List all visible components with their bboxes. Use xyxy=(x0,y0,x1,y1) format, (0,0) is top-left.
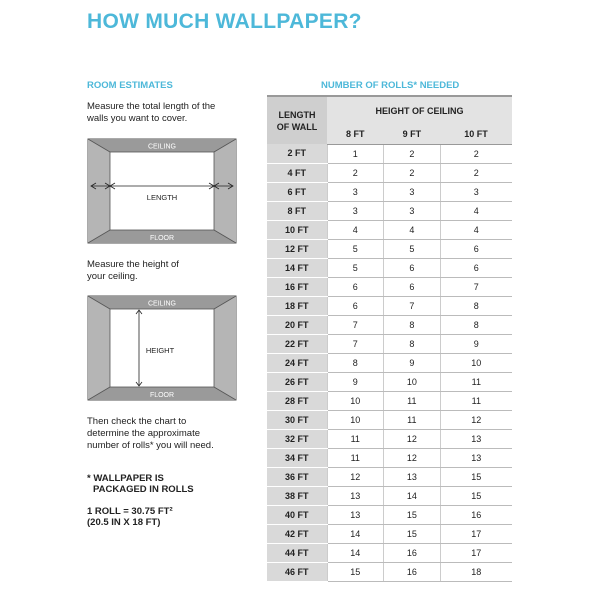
table-row xyxy=(267,562,512,581)
cell-8ft: 3 xyxy=(327,201,384,220)
cell-8ft: 7 xyxy=(327,334,384,353)
column-header-8ft: 8 FT xyxy=(327,124,384,144)
table-row xyxy=(267,505,512,524)
cell-10ft: 18 xyxy=(440,562,512,581)
cell-8ft: 13 xyxy=(327,505,384,524)
cell-10ft: 4 xyxy=(440,201,512,220)
cell-9ft: 14 xyxy=(384,486,441,505)
cell-9ft: 3 xyxy=(384,201,441,220)
cell-8ft: 10 xyxy=(327,410,384,429)
cell-9ft: 11 xyxy=(384,391,441,410)
cell-8ft: 13 xyxy=(327,486,384,505)
row-length: 18 FT xyxy=(267,296,327,315)
cell-10ft: 17 xyxy=(440,543,512,562)
ceiling-label-2: CEILING xyxy=(147,300,177,308)
table-row xyxy=(267,486,512,505)
column-header-9ft: 9 FT xyxy=(384,124,441,144)
cell-8ft: 9 xyxy=(327,372,384,391)
cell-8ft: 11 xyxy=(327,448,384,467)
cell-10ft: 4 xyxy=(440,220,512,239)
roll-size-note xyxy=(87,506,173,528)
table-row xyxy=(267,220,512,239)
cell-8ft: 11 xyxy=(327,429,384,448)
packaging-note xyxy=(87,473,194,495)
cell-10ft: 8 xyxy=(440,296,512,315)
cell-8ft: 2 xyxy=(327,163,384,182)
row-length: 12 FT xyxy=(267,239,327,258)
cell-9ft: 7 xyxy=(384,296,441,315)
cell-9ft: 11 xyxy=(384,410,441,429)
cell-9ft: 13 xyxy=(384,467,441,486)
cell-9ft: 10 xyxy=(384,372,441,391)
step1-text: Measure the total length of the walls you want to cover. xyxy=(87,101,216,124)
cell-8ft: 4 xyxy=(327,220,384,239)
cell-10ft: 6 xyxy=(440,258,512,277)
cell-8ft: 5 xyxy=(327,239,384,258)
table-row xyxy=(267,201,512,220)
row-length: 14 FT xyxy=(267,258,327,277)
cell-10ft: 9 xyxy=(440,334,512,353)
row-length: 6 FT xyxy=(267,182,327,201)
cell-8ft: 14 xyxy=(327,524,384,543)
cell-8ft: 12 xyxy=(327,467,384,486)
cell-10ft: 15 xyxy=(440,467,512,486)
cell-9ft: 15 xyxy=(384,505,441,524)
cell-10ft: 11 xyxy=(440,391,512,410)
cell-9ft: 8 xyxy=(384,315,441,334)
cell-9ft: 3 xyxy=(384,182,441,201)
length-header-line1: LENGTH xyxy=(278,109,316,120)
cell-9ft: 12 xyxy=(384,429,441,448)
height-label: HEIGHT xyxy=(145,346,175,355)
cell-10ft: 2 xyxy=(440,144,512,163)
row-length: 46 FT xyxy=(267,562,327,581)
table-row xyxy=(267,258,512,277)
cell-9ft: 16 xyxy=(384,543,441,562)
room-estimates-heading: ROOM ESTIMATES xyxy=(87,80,173,91)
table-row xyxy=(267,163,512,182)
cell-10ft: 15 xyxy=(440,486,512,505)
table-row xyxy=(267,448,512,467)
table-row xyxy=(267,239,512,258)
table-row xyxy=(267,410,512,429)
cell-9ft: 15 xyxy=(384,524,441,543)
cell-10ft: 2 xyxy=(440,163,512,182)
roll-size-line1: 1 ROLL = 30.75 FT² xyxy=(87,506,173,517)
table-row xyxy=(267,277,512,296)
cell-8ft: 8 xyxy=(327,353,384,372)
row-length: 30 FT xyxy=(267,410,327,429)
table-row xyxy=(267,296,512,315)
row-length: 2 FT xyxy=(267,144,327,163)
length-header-line2: OF WALL xyxy=(276,121,318,132)
cell-9ft: 9 xyxy=(384,353,441,372)
cell-10ft: 3 xyxy=(440,182,512,201)
table-row xyxy=(267,315,512,334)
column-header-10ft: 10 FT xyxy=(440,124,512,144)
cell-9ft: 2 xyxy=(384,144,441,163)
row-length: 8 FT xyxy=(267,201,327,220)
cell-8ft: 3 xyxy=(327,182,384,201)
table-row xyxy=(267,182,512,201)
cell-8ft: 5 xyxy=(327,258,384,277)
row-length: 10 FT xyxy=(267,220,327,239)
cell-10ft: 13 xyxy=(440,448,512,467)
height-diagram xyxy=(87,295,237,401)
cell-9ft: 16 xyxy=(384,562,441,581)
cell-8ft: 15 xyxy=(327,562,384,581)
cell-10ft: 13 xyxy=(440,429,512,448)
row-length: 34 FT xyxy=(267,448,327,467)
row-length: 26 FT xyxy=(267,372,327,391)
row-length: 38 FT xyxy=(267,486,327,505)
row-length: 20 FT xyxy=(267,315,327,334)
table-row xyxy=(267,353,512,372)
row-length: 40 FT xyxy=(267,505,327,524)
rolls-table-heading: NUMBER OF ROLLS* NEEDED xyxy=(321,80,460,91)
cell-10ft: 16 xyxy=(440,505,512,524)
row-length: 32 FT xyxy=(267,429,327,448)
table-row xyxy=(267,372,512,391)
row-length: 28 FT xyxy=(267,391,327,410)
row-length: 42 FT xyxy=(267,524,327,543)
cell-9ft: 6 xyxy=(384,277,441,296)
step2-text: Measure the height of your ceiling. xyxy=(87,259,179,282)
cell-8ft: 1 xyxy=(327,144,384,163)
rolls-table xyxy=(267,95,512,582)
table-row xyxy=(267,524,512,543)
cell-8ft: 14 xyxy=(327,543,384,562)
cell-10ft: 12 xyxy=(440,410,512,429)
cell-9ft: 5 xyxy=(384,239,441,258)
packaging-note-line1: * WALLPAPER IS xyxy=(87,473,164,484)
packaging-note-line2: PACKAGED IN ROLLS xyxy=(93,484,194,495)
cell-9ft: 12 xyxy=(384,448,441,467)
length-of-wall-header xyxy=(267,96,327,144)
page-title: HOW MUCH WALLPAPER? xyxy=(87,10,362,33)
row-length: 22 FT xyxy=(267,334,327,353)
row-length: 16 FT xyxy=(267,277,327,296)
cell-10ft: 10 xyxy=(440,353,512,372)
cell-8ft: 6 xyxy=(327,296,384,315)
length-diagram xyxy=(87,138,237,244)
cell-8ft: 7 xyxy=(327,315,384,334)
table-row xyxy=(267,467,512,486)
height-of-ceiling-header: HEIGHT OF CEILING xyxy=(327,96,512,124)
cell-10ft: 17 xyxy=(440,524,512,543)
row-length: 36 FT xyxy=(267,467,327,486)
cell-8ft: 6 xyxy=(327,277,384,296)
cell-8ft: 10 xyxy=(327,391,384,410)
cell-9ft: 4 xyxy=(384,220,441,239)
row-length: 24 FT xyxy=(267,353,327,372)
floor-label: FLOOR xyxy=(149,235,175,242)
table-row xyxy=(267,429,512,448)
cell-9ft: 6 xyxy=(384,258,441,277)
table-row xyxy=(267,391,512,410)
row-length: 4 FT xyxy=(267,163,327,182)
cell-10ft: 6 xyxy=(440,239,512,258)
cell-10ft: 7 xyxy=(440,277,512,296)
roll-size-line2: (20.5 IN X 18 FT) xyxy=(87,517,161,528)
row-length: 44 FT xyxy=(267,543,327,562)
table-row xyxy=(267,144,512,163)
length-label: LENGTH xyxy=(146,193,178,202)
cell-10ft: 11 xyxy=(440,372,512,391)
step3-text: Then check the chart to determine the approximate number of rolls* you will need. xyxy=(87,416,214,451)
cell-10ft: 8 xyxy=(440,315,512,334)
floor-label-2: FLOOR xyxy=(149,392,175,399)
table-row xyxy=(267,543,512,562)
cell-9ft: 8 xyxy=(384,334,441,353)
cell-9ft: 2 xyxy=(384,163,441,182)
ceiling-label: CEILING xyxy=(147,143,177,151)
table-row xyxy=(267,334,512,353)
